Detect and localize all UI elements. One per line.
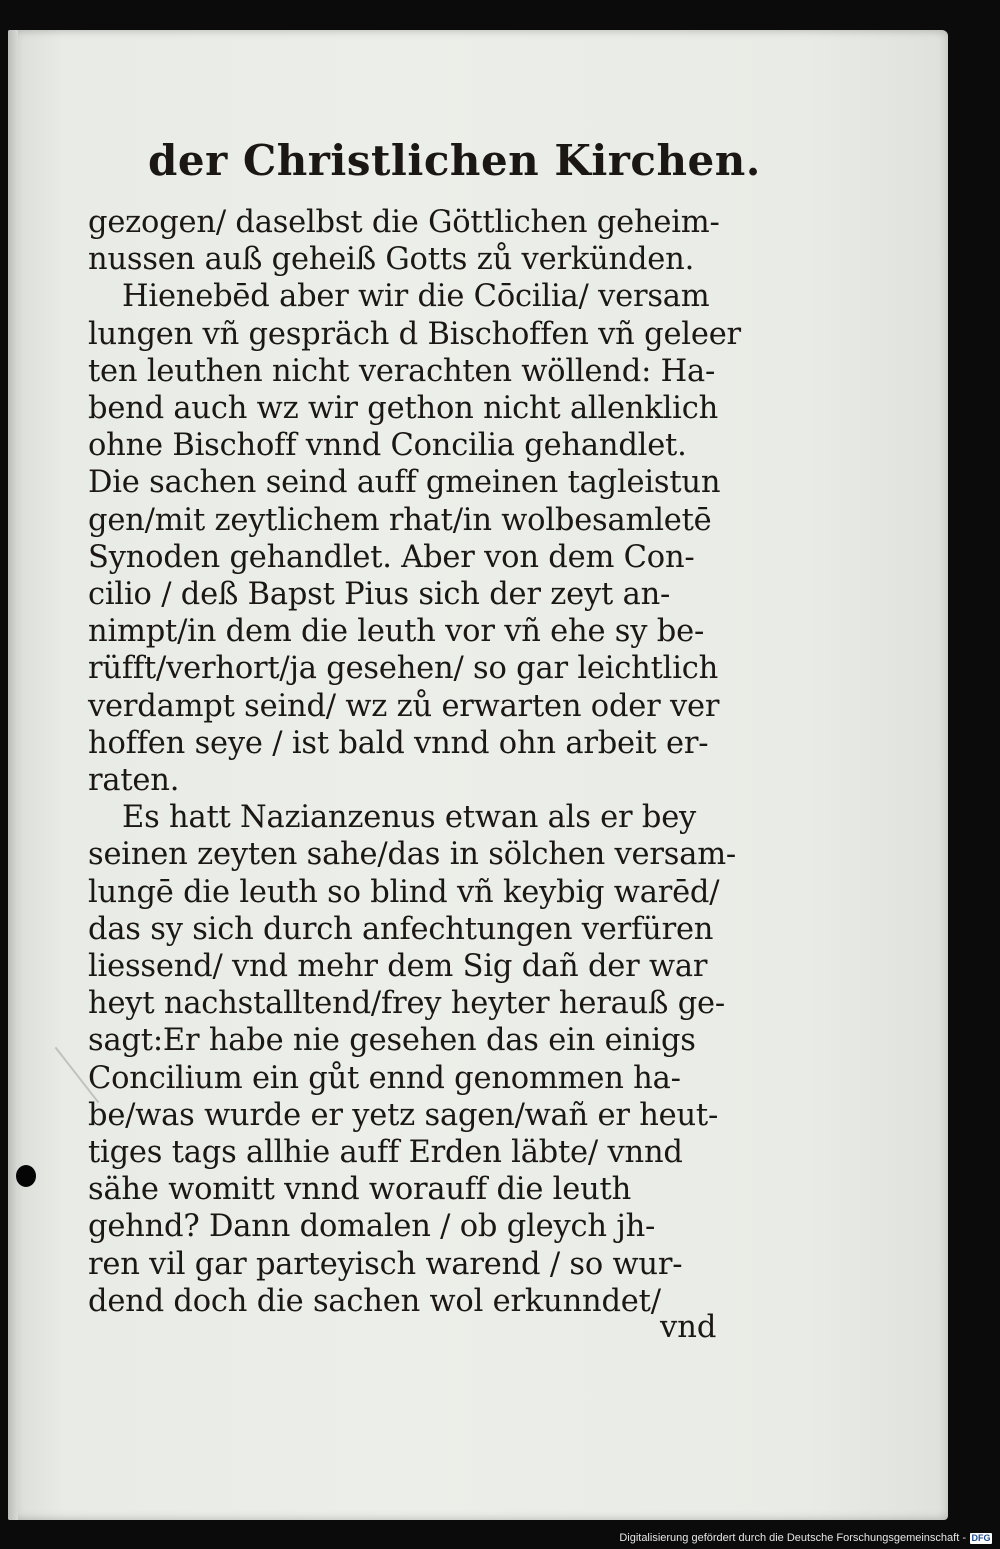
text-line: hoffen seye / ist bald vnnd ohn arbeit er- bbox=[88, 725, 709, 761]
text-line: sagt:Er habe nie gesehen das ein einigs bbox=[88, 1023, 696, 1059]
catchword: vnd bbox=[660, 1310, 717, 1345]
text-line: liessend/ vnd mehr dem Sig dañ der war bbox=[88, 949, 708, 985]
text-line: ten leuthen nicht verachten wöllend: Ha- bbox=[88, 353, 716, 389]
text-line: ohne Bischoff vnnd Concilia gehandlet. bbox=[88, 428, 687, 464]
text-line: das sy sich durch anfechtungen verfüren bbox=[88, 911, 714, 947]
text-line: seinen zeyten sahe/das in sölchen versam- bbox=[88, 837, 737, 873]
running-head: der Christlichen Kirchen. bbox=[148, 136, 761, 185]
text-line: lungē die leuth so blind vñ keybig warēd/ bbox=[88, 874, 720, 910]
text-line: bend auch wz wir gethon nicht allenklich bbox=[88, 391, 719, 427]
text-block bbox=[88, 108, 761, 1320]
text-line: nimpt/in dem die leuth vor vñ ehe sy be- bbox=[88, 614, 705, 650]
text-line: nussen auß geheiß Gotts zů verkünden. bbox=[88, 242, 695, 278]
text-line: gehnd? Dann domalen / ob gleych jh- bbox=[88, 1209, 656, 1245]
digitization-credit: Digitalisierung gefördert durch die Deutsche Forschungsgemeinschaft - bbox=[619, 1532, 966, 1544]
binding-hole bbox=[16, 1165, 36, 1187]
dfg-logo: DFG bbox=[971, 1533, 991, 1543]
text-line: rüfft/verhort/ja gesehen/ so gar leichtlich bbox=[88, 651, 719, 687]
text-line: sähe womitt vnnd worauff die leuth bbox=[88, 1172, 632, 1208]
text-line: be/was wurde er yetz sagen/wañ er heut- bbox=[88, 1097, 719, 1133]
text-line: gezogen/ daselbst die Göttlichen geheim- bbox=[88, 205, 720, 240]
book-page bbox=[8, 30, 948, 1520]
text-line: Die sachen seind auff gmeinen tagleistun bbox=[88, 465, 721, 501]
text-line: ren vil gar parteyisch warend / so wur- bbox=[88, 1246, 683, 1282]
text-line: cilio / deß Bapst Pius sich der zeyt an- bbox=[88, 577, 671, 613]
text-line: verdampt seind/ wz zů erwarten oder ver bbox=[88, 688, 720, 724]
text-line: lungen vñ gespräch d Bischoffen vñ geleer bbox=[88, 316, 741, 352]
text-line: Es hatt Nazianzenus etwan als er bey bbox=[122, 800, 697, 836]
text-line: Concilium ein gůt ennd genommen ha- bbox=[88, 1060, 681, 1096]
text-line: dend doch die sachen wol erkunndet/ bbox=[88, 1283, 661, 1319]
text-line: Synoden gehandlet. Aber von dem Con- bbox=[88, 539, 695, 575]
body-text bbox=[88, 204, 741, 1320]
text-line: Hienebēd aber wir die Cōcilia/ versam bbox=[122, 279, 710, 315]
text-line: heyt nachstalltend/frey heyter herauß ge- bbox=[88, 986, 725, 1022]
text-line: gen/mit zeytlichem rhat/in wolbesamletē bbox=[88, 502, 712, 538]
text-line: tiges tags allhie auff Erden läbte/ vnnd bbox=[88, 1135, 683, 1171]
text-line: raten. bbox=[88, 763, 180, 799]
page-binding-edge bbox=[8, 30, 18, 1520]
